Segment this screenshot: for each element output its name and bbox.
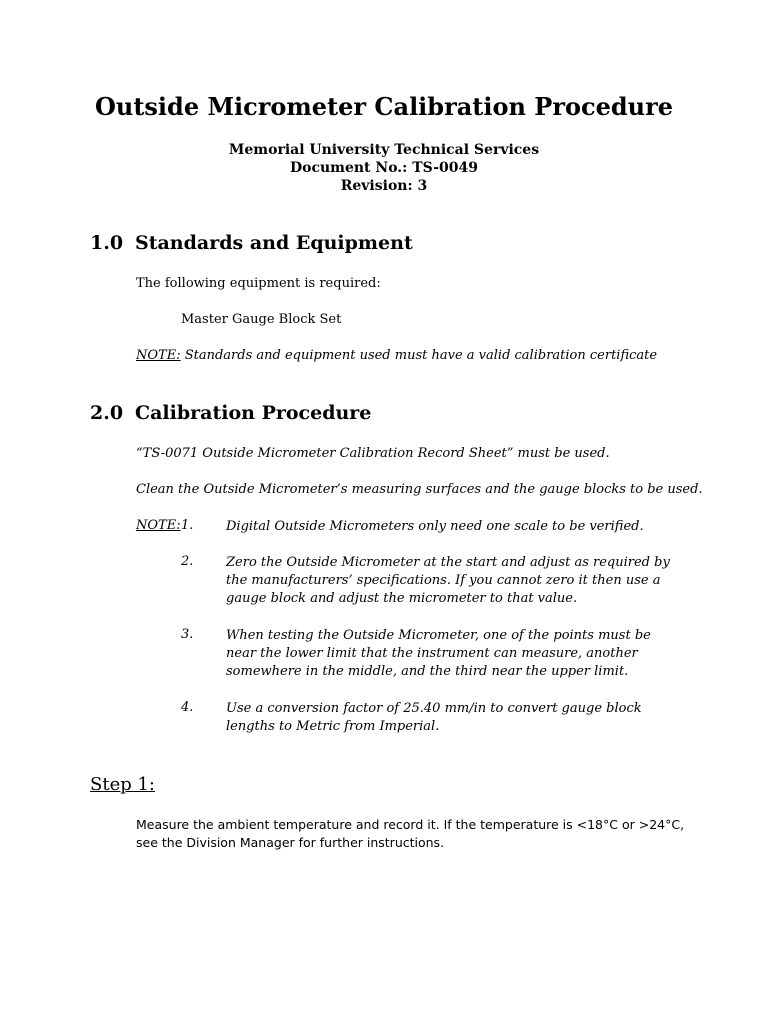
equipment-intro: The following equipment is required:: [136, 276, 381, 291]
revision-number: Revision: 3: [340, 178, 428, 194]
record-sheet-text: “TS-0071 Outside Micrometer Calibration Record Sheet” must be used.: [136, 446, 610, 461]
step-1-line-1: Measure the ambient temperature and record it. If the temperature is <18°C or >24°C,: [136, 817, 685, 832]
document-number: Document No.: TS-0049: [289, 160, 479, 176]
equipment-item: Master Gauge Block Set: [181, 312, 342, 327]
equipment-note: [136, 348, 657, 363]
note-text: Standards and equipment used must have a valid calibration certificate: [180, 348, 658, 363]
note-number: 3.: [181, 627, 194, 642]
note-number: 4.: [181, 700, 194, 715]
section-heading-2: [90, 402, 371, 424]
section-heading-1: [90, 232, 413, 254]
step-1-heading: Step 1:: [90, 774, 155, 795]
organization-name: Memorial University Technical Services: [228, 142, 540, 158]
document-title: Outside Micrometer Calibration Procedure: [94, 92, 674, 121]
note-number: 2.: [181, 554, 194, 569]
note-text: Use a conversion factor of 25.40 mm/in to convert gauge block lengths to Metric from Imperial.: [226, 701, 642, 734]
section-title: Calibration Procedure: [135, 402, 372, 424]
note-text: When testing the Outside Micrometer, one of the points must be near the lower limit that the instrument can measure, another somewhere in the middle, and the third near the upper limit.: [226, 628, 651, 679]
note-text: Zero the Outside Micrometer at the start and adjust as required by the manufacturers’ specifications. If you cannot zero it then use a gauge block and adjust the micrometer to that value.: [226, 555, 670, 606]
clean-instruction: Clean the Outside Micrometer’s measuring surfaces and the gauge blocks to be used.: [136, 482, 703, 497]
note-number: 1.: [181, 518, 194, 533]
section-title: Standards and Equipment: [135, 232, 413, 254]
step-1-line-2: see the Division Manager for further instructions.: [136, 835, 445, 850]
note-label: NOTE:: [136, 348, 181, 363]
section-number: 2.0: [90, 402, 124, 424]
section-number: 1.0: [90, 232, 124, 254]
note-text: Digital Outside Micrometers only need one scale to be verified.: [226, 519, 644, 534]
procedure-note-label: NOTE:: [136, 518, 181, 533]
